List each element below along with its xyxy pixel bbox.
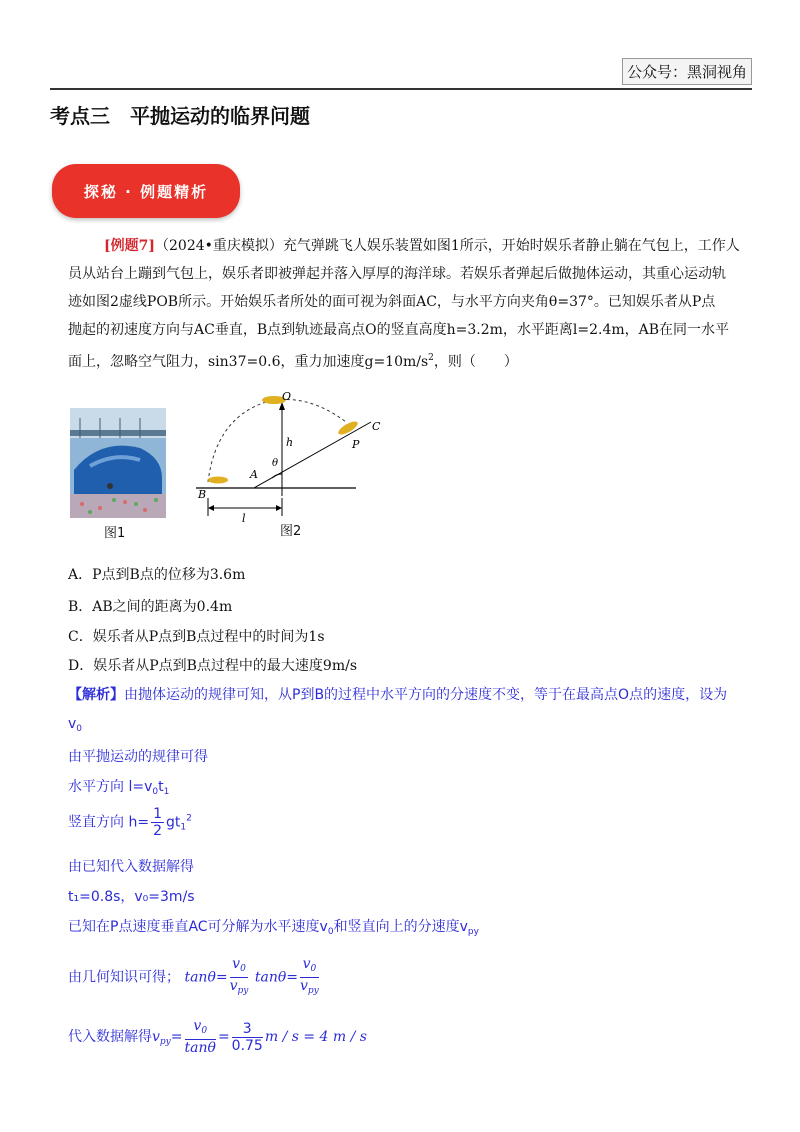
text: 由几何知识可得；	[68, 969, 180, 986]
label-h: h	[286, 436, 294, 449]
label-l: l	[242, 512, 246, 525]
subscript: py	[467, 927, 479, 937]
symbol-v: v	[68, 716, 77, 732]
solution-decompose	[68, 916, 479, 937]
question-line: 抛起的初速度方向与AC垂直，B点到轨迹最高点O的竖直高度h=3.2m，水平距离l=2.4m，AB在同一水平	[68, 322, 730, 338]
tan-theta: tanθ	[254, 969, 287, 986]
subscript: 0	[310, 964, 317, 974]
subscript: 0	[76, 724, 83, 734]
section-badge: 探秘 · 例题精析	[52, 164, 240, 218]
label-P: P	[352, 438, 360, 451]
figure-1-caption: 图1	[104, 526, 126, 541]
label-C: C	[372, 420, 381, 433]
solution-geometry	[68, 956, 321, 999]
solution-line: t₁=0.8s，v₀=3m/s	[68, 889, 195, 905]
fraction	[300, 956, 319, 999]
option-c: C．娱乐者从P点到B点过程中的时间为1s	[68, 629, 325, 645]
option-a: A．P点到B点的位移为3.6m	[68, 567, 246, 583]
question-source: （2024•重庆模拟）	[155, 238, 283, 254]
fraction	[232, 1021, 263, 1054]
tan-theta: tanθ	[184, 969, 216, 986]
label-theta: θ	[272, 458, 279, 469]
option-b: B．AB之间的距离为0.4m	[68, 599, 233, 615]
solution-line: 由平抛运动的规律可得	[68, 749, 208, 765]
question-line: 充气弹跳飞人娱乐装置如图1所示，开始时娱乐者静止躺在气包上，工作人	[282, 238, 740, 254]
unit: m / s = 4 m / s	[264, 1029, 367, 1045]
denominator: 0.75	[231, 1037, 263, 1054]
subscript: 1	[180, 822, 187, 833]
subscript: 0	[327, 927, 334, 937]
numerator: 3	[232, 1021, 263, 1038]
text: 和竖直向上的分速度v	[333, 919, 468, 935]
text: 已知在P点速度垂直AC可分解为水平速度v	[68, 919, 328, 935]
superscript: 2	[428, 353, 434, 363]
account-label: 公众号：黑洞视角	[622, 58, 752, 85]
question-line: 迹如图2虚线POB所示。开始娱乐者所处的面可视为斜面AC，与水平方向夹角θ=37°。已知娱乐者从P点	[68, 294, 716, 310]
solution-vertical	[68, 806, 192, 839]
solution-line: 由抛体运动的规律可知，从P到B的过程中水平方向的分速度不变，等于在最高点O点的速度，设为	[124, 687, 728, 703]
text: 水平方向 l=v	[68, 779, 153, 795]
header-divider	[50, 88, 752, 90]
superscript: 2	[186, 813, 192, 824]
subscript: py	[307, 986, 319, 996]
solution-result	[68, 1018, 367, 1056]
symbol-v: v	[152, 1029, 160, 1045]
solution-v0	[68, 716, 82, 734]
solution-line: 由已知代入数据解得	[68, 859, 194, 875]
equals: =	[286, 969, 298, 986]
solution-intro	[68, 684, 758, 704]
solution-tag: 【解析】	[68, 687, 124, 703]
figure-2-caption: 图2	[280, 524, 302, 539]
label-B: B	[198, 488, 207, 501]
example-tag: [例题7]	[104, 238, 155, 254]
label-O: O	[282, 390, 292, 403]
symbol-v: v	[229, 978, 238, 994]
symbol-v: v	[300, 978, 308, 994]
label-A: A	[250, 468, 258, 481]
equals: =	[170, 1029, 183, 1045]
figure-2-diagram	[196, 388, 381, 534]
question-line: 员从站台上蹦到气包上，娱乐者即被弹起并落入厚厚的海洋球。若娱乐者弹起后做抛体运动，其重心运动轨	[68, 266, 726, 282]
question-text	[68, 232, 752, 376]
text: gt	[165, 814, 181, 831]
text: t	[158, 779, 164, 795]
symbol-v: v	[232, 956, 241, 972]
symbol-v: v	[193, 1018, 202, 1034]
question-line: 面上，忽略空气阻力，sin37=0.6，重力加速度g=10m/s	[68, 354, 429, 370]
subscript: 0	[201, 1026, 208, 1036]
symbol-v: v	[302, 956, 311, 972]
section-title: 考点三 平抛运动的临界问题	[50, 104, 310, 128]
question-line: ，则（ ）	[433, 354, 518, 370]
figure-1-photo	[70, 408, 166, 518]
denominator: tanθ	[184, 1040, 216, 1056]
subscript: 0	[240, 964, 246, 974]
subscript: 1	[163, 787, 170, 797]
equals: =	[215, 969, 228, 986]
fraction	[230, 956, 249, 999]
subscript: py	[237, 986, 249, 996]
equals: =	[217, 1029, 230, 1045]
solution-horizontal	[68, 776, 169, 797]
numerator: 1	[153, 806, 162, 822]
text: 代入数据解得	[68, 1029, 152, 1045]
option-d: D．娱乐者从P点到B点过程中的最大速度9m/s	[68, 658, 358, 674]
fraction	[185, 1018, 216, 1056]
subscript: 0	[152, 787, 159, 797]
subscript: py	[159, 1037, 171, 1047]
denominator: 2	[153, 823, 162, 839]
fraction	[151, 806, 164, 839]
text: 竖直方向 h=	[68, 814, 150, 831]
